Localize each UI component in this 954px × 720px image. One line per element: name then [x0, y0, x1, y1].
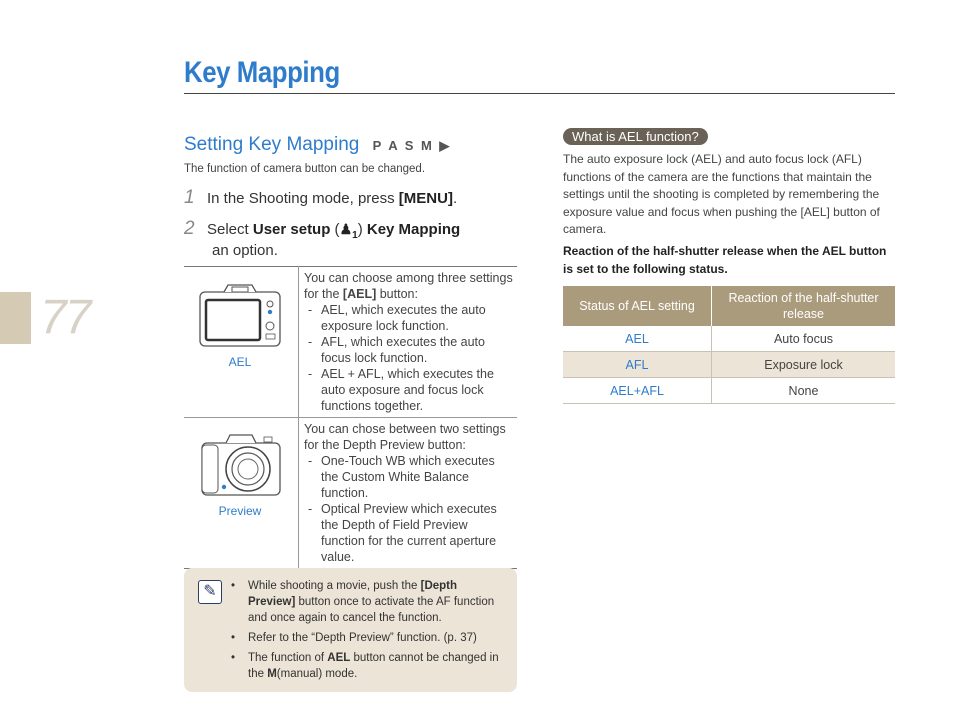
step-1 — [184, 187, 457, 209]
page-title: Key Mapping — [184, 56, 340, 89]
step-text: Select — [207, 221, 253, 238]
page-number: 77 — [40, 291, 90, 344]
table-cell: AEL — [563, 326, 712, 352]
desc-text: You can choose among three settings for the — [304, 271, 513, 301]
title-rule — [184, 93, 895, 94]
side-tab — [0, 292, 31, 344]
table-row — [184, 267, 517, 418]
table-row — [563, 378, 895, 404]
camera-back-illustration — [196, 282, 286, 350]
table-row — [563, 326, 895, 352]
intro-text: The function of camera button can be changed. — [184, 163, 426, 175]
list-item: - Optical Preview which executes the Depth of Field Preview function for the current aperture value. — [304, 501, 513, 565]
step-number: 1 — [184, 187, 195, 208]
table-cell: None — [712, 378, 896, 404]
image-label-ael: AEL — [228, 355, 252, 369]
note-box — [184, 568, 517, 692]
step-text: In the Shooting mode, press — [207, 190, 399, 207]
step-paren: ( — [330, 221, 340, 238]
note-text-end: button once to activate the AF function and once again to cancel the function. — [248, 596, 495, 624]
step-bold: User setup — [252, 221, 331, 238]
list-item: - AFL, which executes the auto focus lock function. — [304, 334, 513, 366]
desc-bold: [AEL] — [342, 287, 377, 301]
list-item: - AEL + AFL, which executes the auto exposure and focus lock functions together. — [304, 366, 513, 414]
image-cell — [184, 267, 299, 418]
table-cell: Auto focus — [712, 326, 896, 352]
list-item: - AEL, which executes the auto exposure lock function. — [304, 302, 513, 334]
step-2-continuation: an option. — [212, 242, 278, 259]
note-item — [231, 630, 501, 646]
table-header-row — [563, 286, 895, 326]
image-label-preview: Preview — [218, 504, 262, 518]
table-row — [563, 352, 895, 378]
note-bold: AEL — [327, 652, 351, 664]
desc-text-end: button: — [376, 287, 418, 301]
half-shutter-intro: Reaction of the half-shutter release when the AEL button is set to the following status. — [563, 244, 887, 276]
list-item: - One-Touch WB which executes the Custom White Balance function. — [304, 453, 513, 501]
section-heading — [184, 134, 451, 156]
note-item — [231, 650, 501, 682]
camera-front-illustration — [196, 431, 286, 499]
note-item — [231, 578, 501, 626]
desc-text: You can chose between two settings for the Depth Preview button: — [304, 422, 506, 452]
step-text-end: . — [452, 190, 458, 207]
section-heading-text: Setting Key Mapping — [184, 134, 360, 155]
option-list — [304, 453, 513, 565]
column-header: Reaction of the half-shutter release — [712, 286, 896, 326]
step-bold-2: Key Mapping — [366, 221, 461, 238]
step-paren-close: ) — [357, 221, 367, 238]
note-pencil-icon: ✎ — [198, 580, 222, 604]
what-is-ael-pill: What is AEL function? — [563, 128, 708, 145]
note-text-mid: button cannot be changed in the — [248, 652, 499, 680]
table-cell: Exposure lock — [712, 352, 896, 378]
note-text: The function of — [248, 652, 328, 664]
note-text: While shooting a movie, push the — [248, 580, 421, 592]
note-text-end: (manual) mode. — [276, 668, 358, 680]
user-setup-icon-sub: 1 — [352, 229, 358, 241]
table-cell: AEL+AFL — [563, 378, 712, 404]
note-list — [231, 578, 501, 686]
table-row — [184, 418, 517, 569]
description-cell — [299, 267, 518, 418]
ael-explanation: The auto exposure lock (AEL) and auto focus lock (AFL) functions of the camera are the functions that maintain the settings until the shooting is completed by remembering the exposure value and focus when pushing the [AEL] button of camera. — [563, 152, 880, 236]
image-cell — [184, 418, 299, 569]
option-list — [304, 302, 513, 414]
note-bold-2: M — [267, 668, 277, 680]
ael-reaction-table — [563, 286, 895, 404]
step-2 — [184, 218, 460, 241]
button-table — [184, 266, 517, 569]
description-cell — [299, 418, 518, 569]
note-bold: [Depth Preview] — [248, 580, 458, 608]
user-setup-icon: $♟_1$ — [339, 221, 358, 241]
note-text: Refer to the “Depth Preview” function. (p. 37) — [248, 632, 477, 644]
step-bold: [MENU] — [398, 190, 453, 207]
column-header: Status of AEL setting — [563, 286, 712, 326]
mode-icons: P A S M ▶ — [372, 138, 452, 153]
step-number: 2 — [184, 218, 195, 239]
table-cell: AFL — [563, 352, 712, 378]
